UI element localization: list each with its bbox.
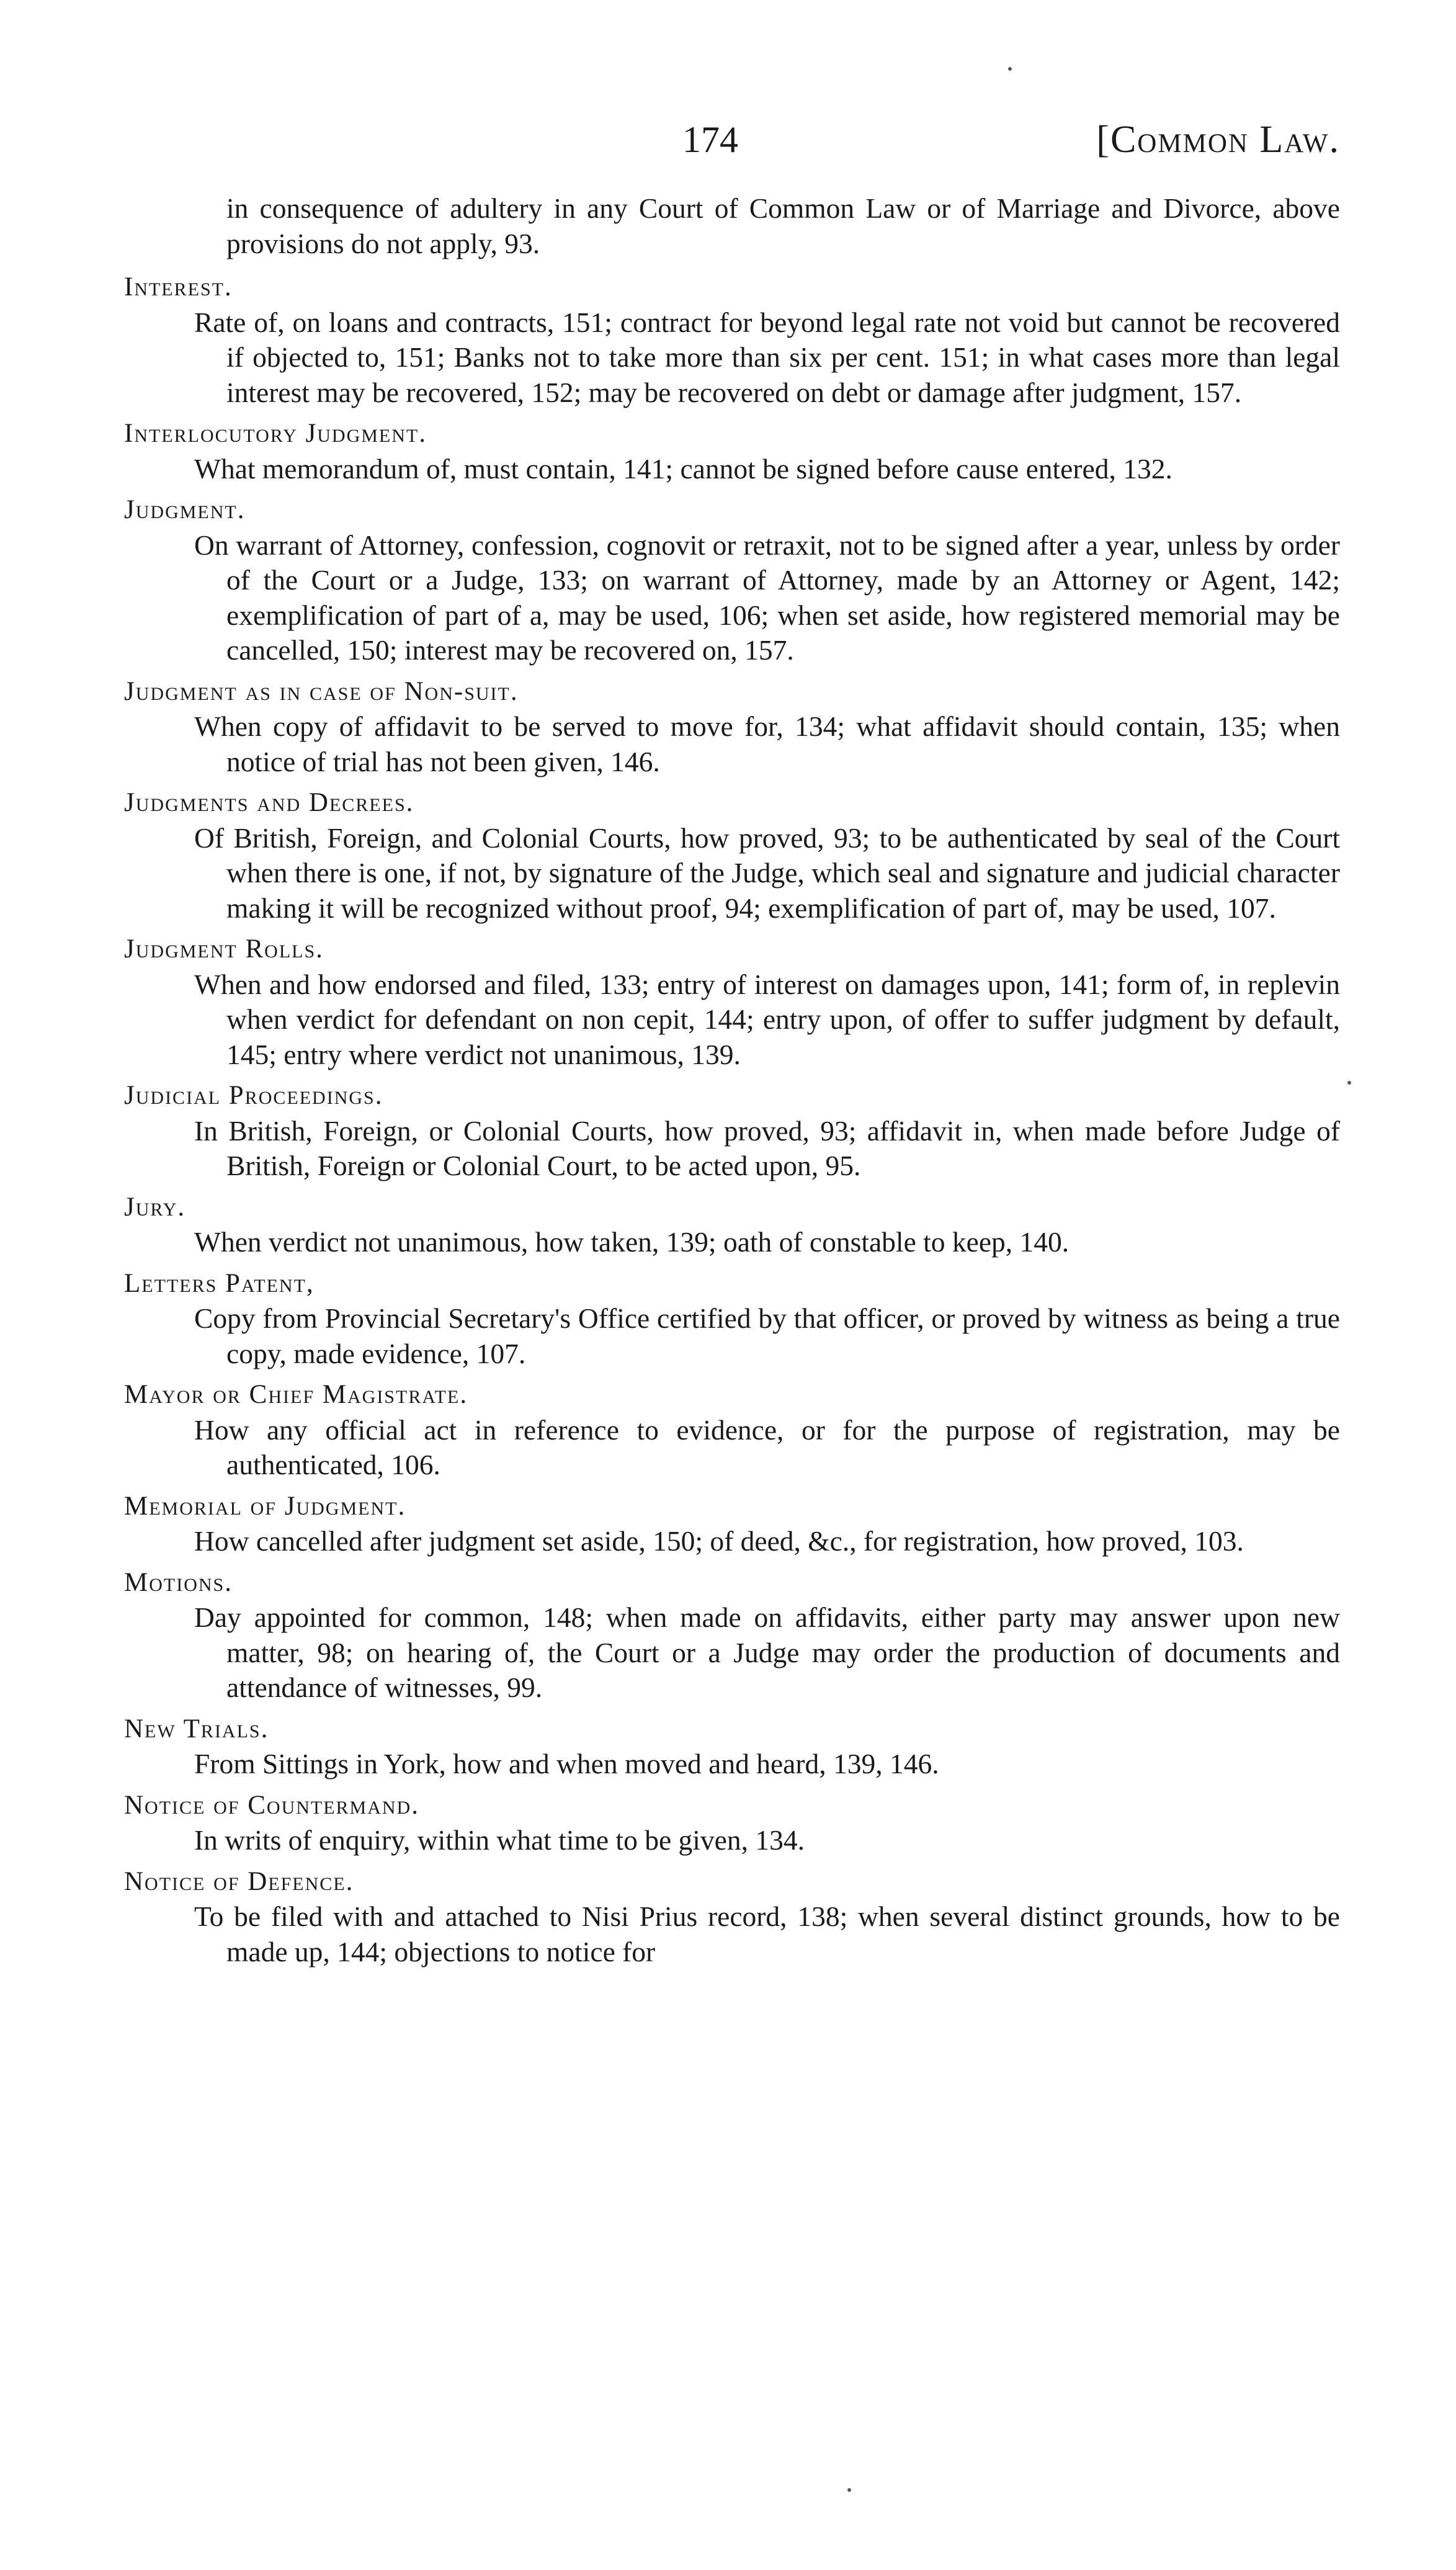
index-entry [124,1865,1340,1970]
index-content [124,191,1340,1976]
entry-text: When and how endorsed and filed, 133; entry of interest on damages upon, 141; form of, in replevin when verdict for defendant on non cepit, 144; entry upon, of offer to suffer judgment by default, 145; entry where verdict not unanimous, 139. [194,968,1340,1070]
entry-text: On warrant of Attorney, confession, cognovit or retraxit, not to be signed after a year, unless by order of the Court or a Judge, 133; on warrant of Attorney, made by an Attorney or Agent, 142; exemplification of part of a, may be used, 106; when set aside, how registered memorial may be cancelled, 150; interest may be recovered on, 157. [194,529,1340,666]
entry-text: What memorandum of, must contain, 141; cannot be signed before cause entered, 132. [194,452,1172,485]
entry-heading: Mayor or Chief Magistrate. [124,1380,468,1409]
entry-heading: Judgment as in case of Non-suit. [124,676,519,706]
entry-heading: Interest. [124,272,233,302]
print-speck [847,2488,851,2492]
entry-heading: Notice of Defence. [124,1866,354,1896]
index-entry [124,1377,1340,1483]
entry-heading: Judgment. [124,495,246,524]
index-entry [124,786,1340,926]
entry-text: Of British, Foreign, and Colonial Courts, how proved, 93; to be authenticated by seal of the Court when there is one, if not, by signature of the Judge, which seal and signature and judicial character making it will be recognized without proof, 94; exemplification of part of, may be used, 107. [194,822,1340,924]
index-entry [124,416,1340,486]
continued-entry-text: in consequence of adultery in any Court of Common Law or of Marriage and Divorce, above provisions do not apply, 93. [226,192,1340,259]
entry-heading: Jury. [124,1192,186,1222]
entry-text: To be filed with and attached to Nisi Prius record, 138; when several distinct grounds, how to be made up, 144; objections to notice for [194,1901,1340,1968]
page-number: 174 [682,119,738,160]
entry-text: Rate of, on loans and contracts, 151; contract for beyond legal rate not void but cannot be recovered if objected to, 151; Banks not to take more than six per cent. 151; in what cases more than legal interest may be recovered, 152; may be recovered on debt or damage after judgment, 157. [194,306,1340,408]
index-entry [124,1565,1340,1706]
entry-text: How any official act in reference to evidence, or for the purpose of registration, may be authenticated, 106. [194,1413,1340,1480]
index-entry [124,1266,1340,1372]
index-entry [124,1190,1340,1260]
entry-text: When verdict not unanimous, how taken, 139; oath of constable to keep, 140. [194,1226,1070,1258]
entry-text: Copy from Provincial Secretary's Office certified by that officer, or proved by witness as being a true copy, made evidence, 107. [194,1302,1340,1369]
index-entry [124,932,1340,1072]
print-speck [1347,1081,1351,1085]
entry-text: In British, Foreign, or Colonial Courts, how proved, 93; affidavit in, when made before Judge of British, Foreign or Colonial Court, to be acted upon, 95. [194,1114,1340,1181]
entry-text: Day appointed for common, 148; when made on affidavits, either party may answer upon new matter, 98; on hearing of, the Court or a Judge may order the production of documents and attendance of witnesses, 99. [194,1601,1340,1703]
entry-heading: Interlocutory Judgment. [124,419,427,448]
index-entry [124,1712,1340,1782]
entry-heading: Memorial of Judgment. [124,1491,406,1521]
entry-heading: Motions. [124,1567,233,1597]
entry-heading: Judgment Rolls. [124,934,324,964]
entry-text: When copy of affidavit to be served to move for, 134; what affidavit should contain, 135; when notice of trial has not been given, 146. [194,710,1340,777]
page-header [124,112,1340,168]
index-entry [124,493,1340,668]
index-entry [124,1788,1340,1858]
entry-text: How cancelled after judgment set aside, 150; of deed, &c., for registration, how proved, 103. [194,1525,1244,1557]
entry-heading: New Trials. [124,1714,269,1744]
index-entry [124,674,1340,780]
entry-heading: Notice of Countermand. [124,1790,419,1820]
index-entry [124,270,1340,410]
entry-heading: Judicial Proceedings. [124,1081,383,1110]
running-head: [Common Law. [1096,119,1340,161]
entry-heading: Judgments and Decrees. [124,788,414,817]
entry-heading: Letters Patent, [124,1268,315,1298]
index-entry [124,1489,1340,1559]
index-entry [124,1078,1340,1184]
entry-text: From Sittings in York, how and when moved and heard, 139, 146. [194,1748,939,1780]
entry-text: In writs of enquiry, within what time to be given, 134. [194,1824,805,1856]
print-speck [1008,67,1012,71]
